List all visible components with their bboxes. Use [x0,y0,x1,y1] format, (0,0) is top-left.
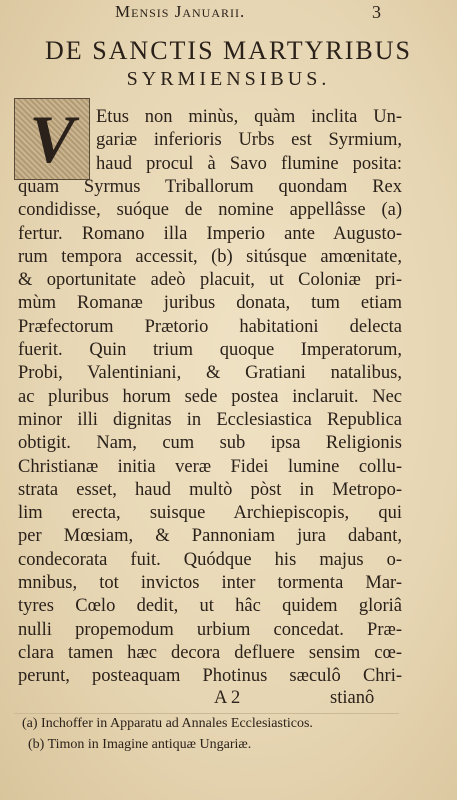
body-line: rum tempora accessit, (b) sitúsque amœnitate, [18,246,402,267]
body-line: ac pluribus horum sede postea inclaruit. Nec [18,386,402,407]
initial-letter: V [29,101,75,177]
body-line: haud procul à Savo flumine posita: [96,153,402,174]
body-line: mùm Romanæ juribus donata, tum etiam [18,293,402,314]
chapter-title-line-2: SYRMIENSIBUS. [126,68,331,90]
body-line: strata esset, haud multò pòst in Metropo- [18,479,402,500]
running-head [0,2,457,24]
body-line: Christianæ initia veræ Fidei lumine collu- [18,456,402,477]
body-line: per Mœsiam, & Pannoniam jura dabant, [18,526,402,547]
body-line: obtigit. Nam, cum sub ipsa Religionis [18,433,402,454]
body-line: nulli propemodum urbium concedat. Præ- [18,619,402,640]
body-line: quam Syrmus Triballorum quondam Rex [18,176,402,197]
catchword: stianô [330,688,375,708]
body-line: Præfectorum Prætorio habitationi delecta [18,316,402,337]
body-line: & oportunitate adeò placuit, ut Coloniæ pri- [18,270,402,291]
body-line: perunt, posteaquam Photinus sæculô Chri- [18,666,402,687]
body-line: Probi, Valentiniani, & Gratiani natalibus, [18,363,402,384]
chapter-title-line-1: DE SANCTIS MARTYRIBUS [45,36,412,65]
body-line: minor illi dignitas in Ecclesiastica Republica [18,409,402,430]
body-line: condidisse, suóque de nomine appellâsse (a) [18,200,402,221]
body-line: mnibus, tot invictos inter tormenta Mar- [18,573,402,593]
body-line: fertur. Romano illa Imperio ante Augusto- [18,223,402,244]
body-line: fuerit. Quin trium quoque Imperatorum, [18,340,402,360]
page-number: 3 [372,2,381,22]
footnote-b: (b) Timon in Imagine antiquæ Ungariæ. [28,737,252,752]
body-line: gariæ inferioris Urbs est Syrmium, [96,130,402,151]
signature-mark: A 2 [214,688,241,708]
body-line: tyres Cœlo dedit, ut hâc quidem gloriâ [18,596,402,617]
footnote-rule [14,713,399,714]
footnote-a: (a) Inchoffer in Apparatu ad Annales Ecclesiasticos. [22,716,313,731]
body-line: condecorata fuit. Quódque his majus o- [18,549,402,570]
running-title: Mensis Januarii. [115,2,246,21]
body-line: lim erecta, suisque Archiepiscopis, qui [18,503,402,524]
body-line: Etus non minùs, quàm inclita Un- [96,107,402,127]
decorated-initial [14,98,90,180]
body-line: clara tamen hæc decora defluere sensim cœ- [18,642,402,663]
